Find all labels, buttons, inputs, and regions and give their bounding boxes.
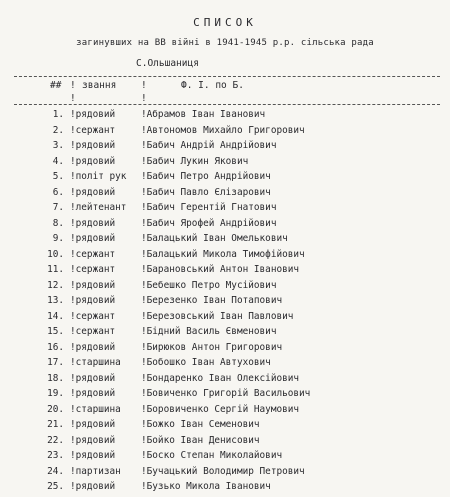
row-name: !Березенко Іван Потапович: [141, 295, 283, 306]
row-rank: !рядовий: [70, 434, 116, 446]
list-item: [0, 202, 450, 218]
row-name: !Бебешко Петро Мусійович: [141, 279, 277, 291]
row-name: !Бирюков Антон Григорович: [141, 341, 283, 353]
row-rank: !рядовий: [70, 450, 116, 461]
row-rank: !старшина: [70, 403, 121, 415]
row-number: 19.: [47, 388, 64, 399]
row-rank: !рядовий: [70, 372, 116, 384]
row-rank: !рядовий: [70, 217, 116, 229]
header-sep-1: !: [70, 80, 76, 91]
document-title: СПИСОК: [193, 16, 257, 29]
list-item: [0, 357, 450, 373]
list-item: [0, 249, 450, 265]
row-number: 9.: [52, 233, 64, 244]
header-sub-sep-1: !: [70, 93, 76, 104]
row-rank: !рядовий: [70, 341, 116, 353]
list-item: [0, 125, 450, 141]
row-name: !Боровиченко Сергій Наумович: [141, 403, 300, 415]
row-rank: !рядовий: [70, 419, 116, 430]
list-item: [0, 450, 450, 466]
header-name: Ф. І. по Б.: [181, 80, 244, 91]
header-sub-sep-2: !: [141, 93, 147, 104]
row-number: 5.: [52, 171, 64, 182]
document-subtitle: загинувших на ВВ війні в 1941-1945 р.р. сільська рада: [76, 38, 374, 48]
row-rank: !рядовий: [70, 109, 116, 120]
row-name: !Барановський Антон Іванович: [141, 264, 300, 275]
header-top-rule: [14, 76, 440, 77]
row-rank: !рядовий: [70, 481, 116, 492]
row-name: !Бідний Василь Євменович: [141, 326, 277, 337]
row-number: 6.: [52, 186, 64, 198]
row-number: 15.: [47, 326, 64, 337]
list-item: [0, 295, 450, 311]
list-item: [0, 156, 450, 172]
row-name: !Автономов Михайло Григорович: [141, 124, 305, 136]
row-name: !Боско Степан Миколайович: [141, 450, 283, 461]
village-council-name: С.Ольшаниця: [136, 58, 199, 69]
header-rank: звання: [82, 80, 117, 91]
row-rank: !сержант: [70, 248, 116, 260]
row-number: 2.: [52, 124, 64, 136]
row-name: !Абрамов Іван Іванович: [141, 109, 266, 120]
row-number: 1.: [52, 109, 64, 120]
header-sep-2: !: [141, 80, 147, 91]
row-rank: !сержант: [70, 124, 116, 136]
list-item: [0, 373, 450, 389]
row-rank: !сержант: [70, 310, 116, 322]
row-number: 11.: [47, 264, 64, 275]
row-rank: !сержант: [70, 264, 116, 275]
row-rank: !лейтенант: [70, 202, 127, 213]
header-number: ##: [50, 80, 62, 91]
row-rank: !рядовий: [70, 279, 116, 291]
list-item: [0, 171, 450, 187]
list-item: [0, 109, 450, 125]
row-name: !Бабич Герентій Гнатович: [141, 202, 277, 213]
row-rank: !рядовий: [70, 186, 116, 198]
row-name: !Балацький Іван Омелькович: [141, 233, 288, 244]
row-name: !Бабич Лукин Якович: [141, 155, 249, 167]
row-name: !Бабич Ярофей Андрійович: [141, 217, 277, 229]
header-bottom-rule: [14, 104, 440, 105]
row-rank: !рядовий: [70, 295, 116, 306]
row-name: !Бондаренко Іван Олексійович: [141, 372, 300, 384]
row-number: 4.: [52, 155, 64, 167]
list-item: [0, 187, 450, 203]
list-item: [0, 388, 450, 404]
list-item: [0, 140, 450, 156]
row-number: 21.: [47, 419, 64, 430]
list-item: [0, 264, 450, 280]
list-item: [0, 342, 450, 358]
row-number: 12.: [47, 279, 64, 291]
row-name: !Бабич Петро Андрійович: [141, 171, 271, 182]
list-item: [0, 326, 450, 342]
row-number: 8.: [52, 217, 64, 229]
row-name: !Бобошко Іван Автухович: [141, 357, 271, 368]
row-number: 18.: [47, 372, 64, 384]
row-number: 24.: [47, 465, 64, 477]
row-name: !Бабич Павло Єлізарович: [141, 186, 271, 198]
row-rank: !рядовий: [70, 388, 116, 399]
row-number: 14.: [47, 310, 64, 322]
row-rank: !рядовий: [70, 155, 116, 167]
list-item: [0, 280, 450, 296]
row-number: 20.: [47, 403, 64, 415]
row-number: 7.: [52, 202, 64, 213]
row-number: 13.: [47, 295, 64, 306]
row-rank: !сержант: [70, 326, 116, 337]
list-item: [0, 233, 450, 249]
casualty-list: [0, 109, 450, 497]
list-item: [0, 218, 450, 234]
row-name: !Балацький Микола Тимофійович: [141, 248, 305, 260]
list-item: [0, 419, 450, 435]
row-number: 16.: [47, 341, 64, 353]
row-number: 25.: [47, 481, 64, 492]
row-number: 17.: [47, 357, 64, 368]
row-name: !Бойко Іван Денисович: [141, 434, 260, 446]
list-item: [0, 481, 450, 497]
row-number: 3.: [52, 140, 64, 151]
row-rank: !старшина: [70, 357, 121, 368]
row-rank: !партизан: [70, 465, 121, 477]
row-rank: !рядовий: [70, 233, 116, 244]
row-name: !Божко Іван Семенович: [141, 419, 260, 430]
list-item: [0, 311, 450, 327]
row-name: !Бучацький Володимир Петрович: [141, 465, 305, 477]
row-number: 22.: [47, 434, 64, 446]
list-item: [0, 466, 450, 482]
row-name: !Березовський Іван Павлович: [141, 310, 294, 322]
row-rank: !рядовий: [70, 140, 116, 151]
row-rank: !політ рук: [70, 171, 127, 182]
row-number: 10.: [47, 248, 64, 260]
row-name: !Бовиченко Григорій Васильович: [141, 388, 311, 399]
list-item: [0, 435, 450, 451]
row-name: !Бузько Микола Іванович: [141, 481, 271, 492]
list-item: [0, 404, 450, 420]
row-number: 23.: [47, 450, 64, 461]
row-name: !Бабич Андрій Андрійович: [141, 140, 277, 151]
